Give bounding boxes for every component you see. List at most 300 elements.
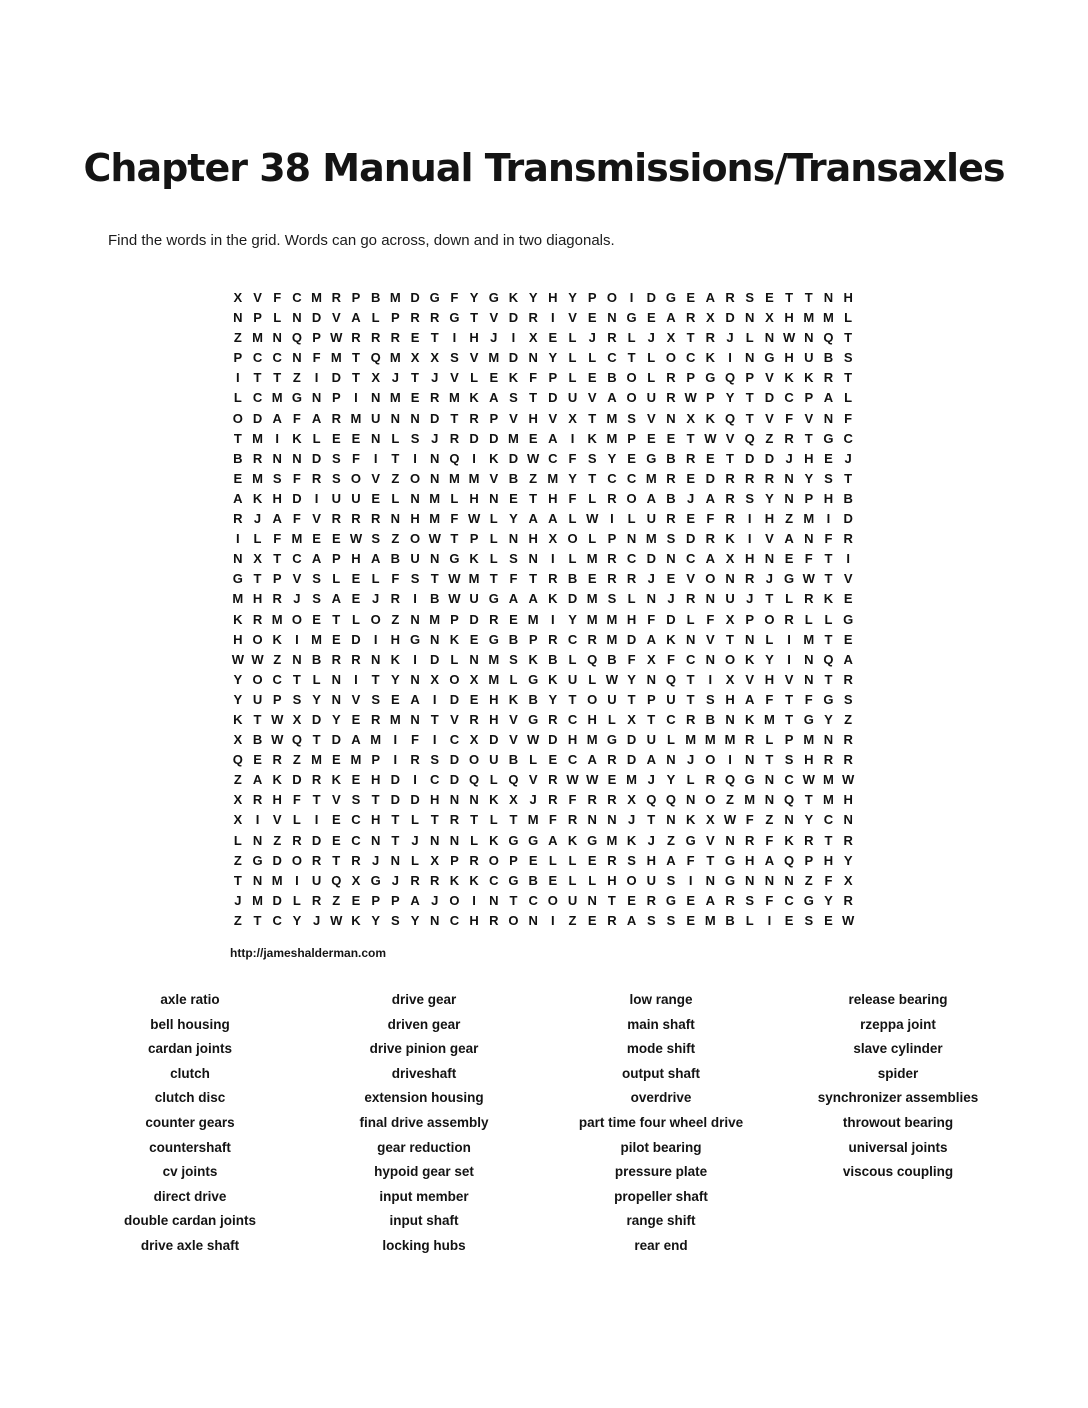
- grid-letter: F: [292, 470, 301, 486]
- grid-letter: M: [527, 812, 539, 828]
- grid-letter: I: [688, 872, 693, 888]
- grid-letter: S: [804, 912, 814, 928]
- grid-letter: R: [430, 390, 440, 406]
- grid-letter: D: [272, 892, 282, 908]
- grid-letter: T: [332, 611, 341, 627]
- grid-letter: I: [432, 691, 437, 707]
- grid-letter: W: [842, 912, 855, 928]
- grid-letter: J: [372, 591, 380, 607]
- grid-letter: F: [529, 370, 538, 386]
- grid-letter: D: [331, 370, 341, 386]
- grid-letter: L: [391, 430, 400, 446]
- grid-letter: U: [311, 872, 322, 888]
- grid-letter: M: [626, 772, 638, 788]
- grid-letter: U: [646, 390, 656, 406]
- grid-letter: Y: [765, 490, 774, 506]
- grid-letter: N: [745, 752, 755, 768]
- grid-row: [228, 368, 858, 388]
- grid-letter: K: [449, 631, 460, 647]
- grid-letter: Z: [844, 711, 853, 727]
- grid-letter: X: [843, 872, 853, 888]
- grid-letter: N: [410, 490, 420, 506]
- grid-letter: L: [647, 370, 656, 386]
- grid-letter: R: [331, 290, 341, 305]
- grid-letter: T: [647, 812, 656, 828]
- grid-letter: L: [489, 772, 498, 788]
- grid-letter: S: [430, 752, 440, 768]
- grid-letter: K: [666, 631, 676, 647]
- grid-letter: H: [430, 792, 440, 808]
- grid-letter: M: [586, 732, 598, 748]
- grid-letter: T: [765, 752, 774, 768]
- grid-letter: Z: [391, 611, 400, 627]
- grid-letter: D: [311, 832, 322, 848]
- grid-letter: N: [430, 832, 440, 848]
- grid-letter: G: [488, 290, 499, 305]
- grid-letter: R: [587, 631, 597, 647]
- grid-letter: N: [469, 651, 479, 667]
- grid-letter: O: [626, 370, 637, 386]
- grid-letter: S: [312, 591, 321, 607]
- grid-letter: S: [509, 551, 518, 567]
- grid-letter: O: [626, 490, 637, 506]
- grid-letter: E: [587, 912, 597, 928]
- grid-letter: H: [745, 852, 755, 868]
- grid-letter: R: [311, 772, 322, 788]
- grid-letter: G: [508, 832, 519, 848]
- grid-letter: K: [489, 450, 499, 466]
- grid-letter: C: [607, 470, 617, 486]
- grid-letter: W: [271, 732, 284, 748]
- word-list-item: release bearing: [848, 992, 948, 1007]
- grid-letter: G: [803, 892, 814, 908]
- grid-letter: L: [411, 852, 419, 868]
- grid-letter: U: [646, 511, 656, 527]
- grid-letter: I: [551, 912, 555, 928]
- grid-letter: R: [449, 812, 460, 828]
- grid-row: [228, 750, 858, 770]
- grid-letter: T: [273, 551, 282, 567]
- grid-letter: M: [271, 390, 283, 406]
- grid-letter: M: [468, 470, 480, 486]
- grid-letter: R: [607, 551, 617, 567]
- grid-letter: R: [764, 470, 775, 486]
- grid-letter: L: [568, 511, 577, 527]
- grid-letter: Y: [804, 470, 814, 486]
- grid-letter: T: [430, 711, 439, 727]
- grid-letter: S: [784, 752, 794, 768]
- grid-letter: S: [666, 912, 676, 928]
- grid-letter: Q: [665, 792, 677, 808]
- grid-letter: R: [430, 872, 440, 888]
- grid-letter: S: [509, 651, 518, 667]
- grid-letter: R: [666, 390, 676, 406]
- grid-letter: I: [747, 511, 752, 527]
- grid-letter: L: [765, 631, 774, 647]
- grid-letter: G: [252, 852, 263, 868]
- grid-letter: T: [253, 711, 262, 727]
- grid-letter: A: [528, 591, 538, 607]
- grid-letter: D: [646, 551, 656, 567]
- grid-letter: N: [685, 792, 696, 808]
- grid-letter: N: [685, 631, 696, 647]
- grid-letter: J: [431, 892, 439, 908]
- grid-letter: I: [236, 531, 240, 547]
- grid-letter: C: [292, 290, 302, 305]
- grid-letter: J: [529, 792, 537, 808]
- grid-letter: M: [763, 711, 775, 727]
- grid-letter: T: [430, 812, 439, 828]
- grid-letter: M: [606, 611, 618, 627]
- grid-letter: L: [292, 812, 301, 828]
- grid-letter: I: [846, 551, 850, 567]
- grid-letter: I: [747, 531, 752, 547]
- grid-letter: M: [803, 511, 815, 527]
- grid-letter: K: [508, 290, 519, 305]
- grid-letter: T: [509, 892, 518, 908]
- grid-letter: A: [705, 290, 716, 305]
- grid-letter: N: [410, 711, 420, 727]
- grid-letter: Q: [823, 330, 834, 346]
- grid-letter: G: [843, 611, 854, 627]
- grid-letter: W: [251, 651, 264, 667]
- grid-letter: W: [448, 571, 461, 587]
- grid-letter: N: [804, 651, 814, 667]
- grid-letter: D: [548, 732, 558, 748]
- grid-letter: C: [449, 912, 460, 928]
- grid-letter: N: [252, 832, 263, 848]
- grid-letter: Z: [391, 470, 400, 486]
- grid-letter: L: [233, 832, 242, 848]
- grid-letter: G: [232, 571, 243, 587]
- grid-letter: V: [745, 671, 755, 687]
- grid-letter: R: [705, 531, 716, 547]
- grid-letter: T: [351, 370, 360, 386]
- grid-letter: M: [330, 350, 342, 366]
- grid-letter: R: [370, 511, 381, 527]
- word-list-item: direct drive: [153, 1188, 227, 1204]
- grid-letter: U: [567, 390, 578, 406]
- grid-letter: G: [449, 310, 460, 326]
- grid-letter: B: [725, 912, 735, 928]
- grid-letter: O: [252, 671, 263, 687]
- word-list-item: propeller shaft: [614, 1188, 708, 1204]
- grid-letter: T: [529, 571, 538, 587]
- grid-letter: R: [685, 310, 696, 326]
- grid-letter: D: [705, 470, 716, 486]
- grid-letter: K: [626, 832, 637, 848]
- grid-letter: W: [586, 511, 599, 527]
- grid-letter: E: [824, 450, 833, 466]
- grid-letter: N: [370, 430, 381, 446]
- grid-letter: S: [745, 290, 755, 305]
- grid-letter: R: [390, 330, 401, 346]
- grid-letter: R: [666, 370, 676, 386]
- grid-letter: D: [764, 450, 775, 466]
- grid-letter: K: [705, 350, 716, 366]
- grid-letter: F: [568, 490, 577, 506]
- grid-letter: N: [666, 752, 676, 768]
- grid-letter: I: [708, 671, 713, 687]
- grid-letter: C: [272, 350, 282, 366]
- grid-letter: V: [253, 290, 262, 305]
- grid-letter: T: [824, 571, 833, 587]
- grid-letter: D: [685, 531, 696, 547]
- grid-letter: G: [606, 732, 617, 748]
- grid-letter: H: [804, 450, 814, 466]
- grid-letter: G: [488, 631, 499, 647]
- grid-letter: F: [292, 792, 301, 808]
- grid-letter: N: [292, 350, 302, 366]
- grid-letter: N: [745, 350, 755, 366]
- grid-letter: R: [351, 330, 361, 346]
- grid-letter: U: [725, 591, 735, 607]
- grid-letter: L: [627, 330, 636, 346]
- grid-letter: V: [646, 410, 656, 426]
- grid-letter: E: [469, 631, 479, 647]
- grid-letter: T: [273, 370, 282, 386]
- grid-letter: N: [804, 330, 814, 346]
- grid-letter: P: [351, 290, 361, 305]
- grid-letter: H: [804, 752, 814, 768]
- grid-letter: O: [724, 651, 736, 667]
- grid-letter: R: [233, 511, 243, 527]
- grid-letter: F: [548, 812, 557, 828]
- grid-letter: V: [725, 430, 735, 446]
- grid-letter: L: [568, 651, 577, 667]
- grid-letter: T: [844, 370, 853, 386]
- grid-letter: C: [626, 551, 637, 567]
- grid-letter: A: [508, 591, 519, 607]
- grid-letter: R: [272, 591, 282, 607]
- grid-letter: D: [292, 772, 302, 788]
- grid-letter: N: [745, 310, 755, 326]
- grid-letter: D: [646, 290, 656, 305]
- grid-letter: A: [646, 490, 656, 506]
- grid-letter: H: [390, 631, 401, 647]
- grid-letter: T: [391, 812, 400, 828]
- grid-letter: T: [745, 390, 754, 406]
- grid-row: [228, 469, 858, 489]
- grid-letter: J: [726, 330, 734, 346]
- grid-letter: O: [291, 852, 302, 868]
- grid-letter: J: [293, 591, 301, 607]
- grid-letter: M: [271, 611, 283, 627]
- grid-letter: R: [548, 571, 558, 587]
- grid-letter: X: [686, 410, 695, 426]
- grid-letter: Q: [331, 872, 342, 888]
- grid-letter: E: [253, 752, 262, 768]
- word-list-item: countershaft: [149, 1139, 231, 1155]
- grid-letter: P: [804, 390, 814, 406]
- grid-letter: X: [430, 350, 440, 366]
- grid-letter: X: [528, 330, 538, 346]
- grid-letter: C: [567, 631, 578, 647]
- grid-letter: L: [332, 571, 341, 587]
- grid-letter: S: [843, 350, 853, 366]
- grid-letter: L: [588, 490, 597, 506]
- grid-letter: T: [607, 892, 616, 908]
- grid-letter: N: [390, 410, 401, 426]
- grid-row: [228, 449, 858, 469]
- grid-letter: Z: [785, 511, 794, 527]
- grid-letter: X: [410, 350, 420, 366]
- grid-letter: U: [646, 872, 656, 888]
- grid-letter: V: [784, 671, 794, 687]
- grid-letter: A: [607, 390, 617, 406]
- grid-letter: T: [588, 410, 597, 426]
- grid-letter: L: [745, 912, 754, 928]
- grid-letter: J: [785, 450, 793, 466]
- grid-letter: J: [391, 370, 399, 386]
- grid-letter: E: [351, 430, 361, 446]
- grid-letter: A: [528, 511, 538, 527]
- grid-letter: J: [391, 872, 399, 888]
- grid-letter: E: [587, 852, 597, 868]
- grid-letter: D: [626, 732, 637, 748]
- grid-letter: E: [784, 912, 794, 928]
- grid-letter: O: [370, 611, 381, 627]
- grid-letter: L: [588, 872, 597, 888]
- grid-letter: J: [234, 892, 242, 908]
- grid-letter: E: [646, 310, 656, 326]
- grid-letter: A: [489, 390, 499, 406]
- grid-letter: G: [429, 290, 440, 305]
- grid-letter: F: [312, 350, 321, 366]
- grid-row: [228, 529, 858, 549]
- grid-letter: R: [331, 410, 341, 426]
- grid-letter: R: [390, 591, 401, 607]
- grid-row: [228, 770, 858, 790]
- grid-letter: B: [252, 732, 263, 748]
- grid-letter: X: [627, 792, 636, 808]
- grid-letter: R: [843, 832, 853, 848]
- grid-letter: S: [351, 792, 361, 808]
- grid-letter: I: [354, 671, 358, 687]
- grid-letter: W: [566, 772, 579, 788]
- grid-letter: V: [450, 370, 459, 386]
- grid-letter: L: [489, 511, 498, 527]
- grid-letter: A: [764, 852, 775, 868]
- grid-letter: M: [311, 290, 323, 305]
- grid-letter: I: [314, 490, 319, 506]
- grid-letter: F: [804, 691, 813, 707]
- grid-letter: S: [331, 470, 341, 486]
- grid-letter: J: [746, 591, 754, 607]
- grid-letter: M: [429, 611, 441, 627]
- grid-letter: V: [765, 370, 774, 386]
- grid-letter: N: [666, 812, 676, 828]
- grid-letter: X: [706, 812, 715, 828]
- grid-letter: D: [489, 430, 499, 446]
- grid-letter: F: [292, 511, 301, 527]
- grid-letter: U: [331, 490, 341, 506]
- grid-letter: W: [349, 531, 363, 547]
- grid-letter: Y: [666, 772, 676, 788]
- grid-letter: J: [647, 832, 655, 848]
- grid-letter: N: [784, 812, 794, 828]
- grid-letter: B: [567, 571, 578, 587]
- grid-letter: E: [489, 370, 499, 386]
- grid-letter: R: [548, 772, 558, 788]
- grid-letter: N: [489, 892, 499, 908]
- word-list-item: range shift: [626, 1213, 696, 1229]
- grid-letter: T: [371, 792, 380, 808]
- grid-row: [228, 831, 858, 851]
- grid-row: [228, 409, 858, 429]
- grid-row: [228, 790, 858, 810]
- grid-letter: V: [509, 711, 518, 727]
- grid-letter: I: [728, 350, 732, 366]
- grid-letter: N: [508, 531, 519, 547]
- grid-letter: I: [432, 732, 437, 748]
- grid-letter: O: [449, 671, 460, 687]
- grid-letter: K: [745, 711, 755, 727]
- grid-letter: F: [411, 732, 419, 748]
- grid-letter: N: [390, 852, 401, 868]
- grid-letter: C: [430, 772, 440, 788]
- grid-letter: L: [509, 671, 518, 687]
- grid-letter: Z: [292, 752, 301, 768]
- grid-letter: S: [312, 571, 321, 587]
- source-url: http://jameshalderman.com: [230, 946, 387, 960]
- grid-letter: T: [647, 711, 656, 727]
- grid-letter: R: [725, 892, 735, 908]
- grid-letter: E: [331, 430, 341, 446]
- grid-letter: J: [312, 912, 321, 928]
- grid-letter: R: [548, 792, 558, 808]
- grid-letter: M: [586, 611, 598, 627]
- grid-letter: O: [606, 290, 617, 305]
- grid-letter: E: [312, 531, 321, 547]
- grid-letter: F: [450, 511, 459, 527]
- grid-letter: X: [646, 651, 656, 667]
- grid-letter: A: [311, 410, 322, 426]
- grid-letter: E: [331, 631, 341, 647]
- grid-row: [228, 589, 858, 609]
- grid-letter: D: [292, 490, 302, 506]
- grid-letter: E: [666, 571, 676, 587]
- grid-letter: I: [472, 450, 476, 466]
- grid-letter: G: [291, 390, 302, 406]
- grid-letter: F: [765, 691, 774, 707]
- grid-letter: X: [627, 711, 636, 727]
- grid-letter: G: [409, 631, 421, 647]
- grid-letter: V: [568, 310, 577, 326]
- grid-letter: S: [824, 470, 833, 486]
- grid-letter: D: [725, 310, 735, 326]
- grid-letter: G: [508, 872, 519, 888]
- grid-letter: F: [351, 450, 360, 466]
- grid-letter: J: [372, 852, 380, 868]
- grid-letter: Z: [273, 832, 282, 848]
- grid-letter: C: [567, 752, 578, 768]
- grid-letter: R: [489, 912, 499, 928]
- grid-letter: V: [351, 691, 361, 707]
- grid-row: [228, 630, 858, 650]
- grid-letter: T: [627, 691, 636, 707]
- grid-letter: S: [627, 852, 636, 868]
- grid-letter: Z: [529, 470, 538, 486]
- grid-letter: H: [469, 912, 479, 928]
- grid-letter: L: [568, 852, 577, 868]
- grid-letter: D: [745, 450, 755, 466]
- grid-letter: E: [627, 450, 636, 466]
- grid-letter: G: [823, 691, 834, 707]
- grid-letter: L: [292, 892, 301, 908]
- word-list-column-4: [748, 990, 1048, 1187]
- grid-letter: C: [784, 892, 794, 908]
